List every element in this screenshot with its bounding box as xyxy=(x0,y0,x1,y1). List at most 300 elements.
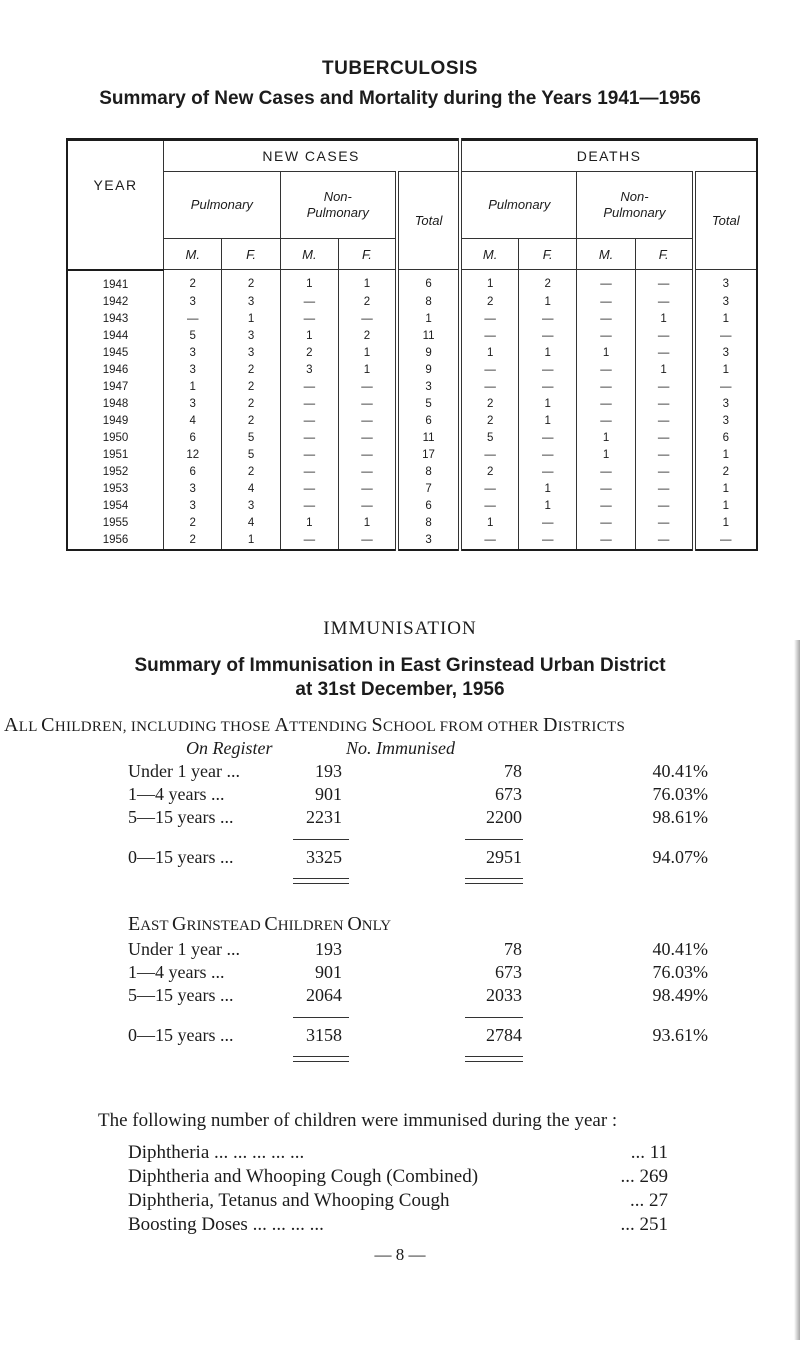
nc-pulm-m-cell: 3 xyxy=(164,498,222,515)
nc-nonpulm-m-cell: 1 xyxy=(280,515,338,532)
nc-nonpulm-m-cell: 1 xyxy=(280,270,338,294)
nc-pulm-m-header: M. xyxy=(164,239,222,270)
d-nonpulmonary-line1: Non- xyxy=(620,189,649,204)
row-percent: 76.03% xyxy=(652,784,708,804)
d-pulm-m-cell: — xyxy=(460,481,518,498)
tb-row xyxy=(67,413,757,430)
all-row-5to15 xyxy=(0,807,800,829)
d-nonpulm-f-cell: — xyxy=(635,498,693,515)
all-row-total xyxy=(0,847,800,869)
d-pulm-f-cell: 1 xyxy=(519,345,577,362)
d-pulmonary-header: Pulmonary xyxy=(460,172,577,239)
d-pulm-f-cell: — xyxy=(519,430,577,447)
nc-pulm-f-cell: 2 xyxy=(222,270,280,294)
nc-total-cell: 11 xyxy=(397,328,460,345)
nc-nonpulm-m-cell: — xyxy=(280,481,338,498)
nc-nonpulm-f-cell: 1 xyxy=(339,270,397,294)
d-pulm-m-cell: 2 xyxy=(460,413,518,430)
tb-row xyxy=(67,464,757,481)
nc-total-cell: 9 xyxy=(397,345,460,362)
row-label: 5—15 years ... xyxy=(128,985,234,1005)
nc-nonpulm-m-cell: — xyxy=(280,430,338,447)
ac-c-rest: HILDREN, INCLUDING THOSE xyxy=(54,719,275,735)
nc-total-cell: 17 xyxy=(397,447,460,464)
nc-nonpulm-f-cell: — xyxy=(339,379,397,396)
nc-nonpulm-f-cell: — xyxy=(339,464,397,481)
ac-at-cap: A xyxy=(274,714,290,736)
nc-nonpulm-m-cell: — xyxy=(280,413,338,430)
d-pulm-f-cell: — xyxy=(519,311,577,328)
nc-pulm-f-cell: 4 xyxy=(222,515,280,532)
item-count: ... 11 xyxy=(630,1142,668,1163)
nc-pulm-m-cell: 6 xyxy=(164,464,222,481)
nc-nonpulm-f-cell: 1 xyxy=(339,345,397,362)
year-cell: 1945 xyxy=(67,345,164,362)
nc-pulm-f-cell: 2 xyxy=(222,362,280,379)
row-percent: 98.61% xyxy=(652,807,708,827)
nc-nonpulm-f-cell: 1 xyxy=(339,362,397,379)
d-nonpulm-f-header: F. xyxy=(635,239,693,270)
nc-nonpulm-m-cell: — xyxy=(280,464,338,481)
d-nonpulm-m-cell: — xyxy=(577,362,635,379)
nc-total-cell: 7 xyxy=(397,481,460,498)
eg-c-rest: HILDREN xyxy=(277,918,348,934)
nc-pulm-m-cell: 3 xyxy=(164,345,222,362)
d-nonpulm-f-cell: — xyxy=(635,345,693,362)
immunisation-summary xyxy=(0,654,800,702)
page-title: TUBERCULOSIS xyxy=(322,58,478,79)
row-register: 3325 xyxy=(306,847,342,867)
eg-g-cap: G xyxy=(172,913,187,935)
item-count: ... 27 xyxy=(630,1190,668,1211)
ac-d-rest: ISTRICTS xyxy=(557,719,626,735)
nc-nonpulm-m-cell: — xyxy=(280,396,338,413)
tb-row xyxy=(67,345,757,362)
following-item-diphtheria xyxy=(0,1142,800,1166)
d-pulm-m-cell: — xyxy=(460,311,518,328)
d-nonpulm-f-cell: 1 xyxy=(635,362,693,379)
tuberculosis-table xyxy=(66,138,758,551)
nc-pulm-f-cell: 1 xyxy=(222,311,280,328)
tb-row xyxy=(67,481,757,498)
d-pulm-m-header: M. xyxy=(460,239,518,270)
d-pulm-m-cell: 5 xyxy=(460,430,518,447)
nc-pulm-f-cell: 3 xyxy=(222,328,280,345)
row-register: 193 xyxy=(315,939,342,959)
immunisation-heading: IMMUNISATION xyxy=(323,618,477,639)
nc-pulm-m-cell: 4 xyxy=(164,413,222,430)
d-nonpulm-m-cell: — xyxy=(577,532,635,550)
eg-immunised-subtotal-rule xyxy=(465,1017,523,1018)
new-cases-header: NEW CASES xyxy=(164,140,461,172)
d-nonpulm-m-cell: — xyxy=(577,294,635,311)
nc-total-cell: 3 xyxy=(397,532,460,550)
d-total-cell: 1 xyxy=(694,515,757,532)
nc-nonpulm-f-cell: — xyxy=(339,430,397,447)
d-nonpulm-m-cell: — xyxy=(577,311,635,328)
d-nonpulm-m-cell: — xyxy=(577,481,635,498)
d-pulm-m-cell: 2 xyxy=(460,294,518,311)
summary-line-1: Summary of Immunisation in East Grinstead Urban District xyxy=(134,655,666,676)
d-total-cell: 1 xyxy=(694,362,757,379)
d-nonpulm-m-cell: 1 xyxy=(577,345,635,362)
row-percent: 94.07% xyxy=(652,847,708,867)
d-pulm-m-cell: — xyxy=(460,532,518,550)
d-pulm-m-cell: — xyxy=(460,328,518,345)
nc-nonpulm-f-cell: 2 xyxy=(339,294,397,311)
d-pulm-f-cell: 2 xyxy=(519,270,577,294)
d-total-header: Total xyxy=(694,172,757,270)
nc-pulm-m-cell: 3 xyxy=(164,481,222,498)
nc-pulm-f-cell: 2 xyxy=(222,464,280,481)
d-nonpulm-m-cell: — xyxy=(577,270,635,294)
eg-o-cap: O xyxy=(347,913,362,935)
page-number: — 8 — xyxy=(374,1245,426,1264)
tb-row xyxy=(67,498,757,515)
tb-row xyxy=(67,328,757,345)
nc-total-header: Total xyxy=(397,172,460,270)
d-pulm-m-cell: 1 xyxy=(460,515,518,532)
d-pulm-m-cell: 2 xyxy=(460,464,518,481)
summary-line-2: at 31st December, 1956 xyxy=(295,679,505,700)
d-nonpulm-f-cell: — xyxy=(635,328,693,345)
tb-row xyxy=(67,311,757,328)
nc-pulm-m-cell: 2 xyxy=(164,515,222,532)
row-percent: 76.03% xyxy=(652,962,708,982)
nc-total-cell: 11 xyxy=(397,430,460,447)
d-pulm-m-cell: — xyxy=(460,447,518,464)
all-row-1to4 xyxy=(0,784,800,806)
nc-pulm-f-cell: 1 xyxy=(222,532,280,550)
d-pulm-m-cell: — xyxy=(460,362,518,379)
eg-e-rest: AST xyxy=(140,918,173,934)
register-subtotal-rule xyxy=(293,839,349,840)
d-nonpulm-f-cell: — xyxy=(635,379,693,396)
year-cell: 1946 xyxy=(67,362,164,379)
tb-row xyxy=(67,396,757,413)
d-total-cell: 3 xyxy=(694,270,757,294)
eg-c-cap: C xyxy=(264,913,278,935)
nc-nonpulm-f-cell: — xyxy=(339,311,397,328)
d-total-cell: 1 xyxy=(694,447,757,464)
d-total-cell: 1 xyxy=(694,498,757,515)
ac-c-cap: C xyxy=(41,714,55,736)
nc-pulm-m-cell: 3 xyxy=(164,294,222,311)
eg-row-total xyxy=(0,1025,800,1047)
nc-total-cell: 6 xyxy=(397,498,460,515)
nc-pulm-m-cell: 3 xyxy=(164,362,222,379)
row-label: 0—15 years ... xyxy=(128,1025,234,1045)
nc-pulm-f-cell: 3 xyxy=(222,345,280,362)
nc-nonpulm-f-cell: — xyxy=(339,447,397,464)
d-nonpulm-f-cell: — xyxy=(635,413,693,430)
nc-total-cell: 3 xyxy=(397,379,460,396)
d-total-cell: 1 xyxy=(694,481,757,498)
item-label: Diphtheria and Whooping Cough (Combined) xyxy=(128,1166,479,1187)
year-cell: 1947 xyxy=(67,379,164,396)
ac-a-cap: A xyxy=(4,714,19,736)
nc-pulm-m-cell: 6 xyxy=(164,430,222,447)
d-pulm-m-cell: 2 xyxy=(460,396,518,413)
row-register: 193 xyxy=(315,761,342,781)
row-percent: 40.41% xyxy=(652,761,708,781)
d-nonpulm-f-cell: — xyxy=(635,464,693,481)
row-label: 1—4 years ... xyxy=(128,962,225,982)
following-item-dip-whooping xyxy=(0,1166,800,1190)
nc-nonpulmonary-header xyxy=(280,172,397,239)
nc-total-cell: 1 xyxy=(397,311,460,328)
d-pulm-m-cell: 1 xyxy=(460,345,518,362)
d-nonpulm-f-cell: — xyxy=(635,294,693,311)
d-nonpulm-f-cell: — xyxy=(635,532,693,550)
row-immunised: 2951 xyxy=(486,847,522,867)
tb-row xyxy=(67,270,757,294)
d-total-cell: 6 xyxy=(694,430,757,447)
tuberculosis-table-body xyxy=(67,270,757,550)
eg-register-total-double-rule xyxy=(293,1056,349,1062)
d-nonpulm-m-cell: 1 xyxy=(577,447,635,464)
item-count: ... 251 xyxy=(620,1214,668,1235)
no-immunised-header: No. Immunised xyxy=(346,738,455,758)
d-pulm-m-cell: — xyxy=(460,379,518,396)
eg-children-only-heading xyxy=(128,913,391,936)
ac-d-cap: D xyxy=(542,714,558,736)
item-label: Diphtheria, Tetanus and Whooping Cough xyxy=(128,1190,450,1211)
d-nonpulm-f-cell: — xyxy=(635,270,693,294)
year-cell: 1944 xyxy=(67,328,164,345)
d-nonpulm-m-cell: — xyxy=(577,464,635,481)
ac-s-rest: CHOOL FROM OTHER xyxy=(382,719,543,735)
year-cell: 1941 xyxy=(67,270,164,294)
year-cell: 1952 xyxy=(67,464,164,481)
d-nonpulm-m-header: M. xyxy=(577,239,635,270)
nc-pulm-f-cell: 2 xyxy=(222,413,280,430)
year-cell: 1955 xyxy=(67,515,164,532)
d-pulm-f-cell: 1 xyxy=(519,498,577,515)
d-nonpulm-f-cell: — xyxy=(635,396,693,413)
d-pulm-f-header: F. xyxy=(519,239,577,270)
row-immunised: 78 xyxy=(504,939,522,959)
nc-pulm-f-header: F. xyxy=(222,239,280,270)
eg-register-subtotal-rule xyxy=(293,1017,349,1018)
nc-pulm-m-cell: 2 xyxy=(164,270,222,294)
d-total-cell: 2 xyxy=(694,464,757,481)
d-pulm-f-cell: 1 xyxy=(519,481,577,498)
d-pulm-f-cell: — xyxy=(519,362,577,379)
nc-total-cell: 9 xyxy=(397,362,460,379)
tb-row xyxy=(67,294,757,311)
tb-row xyxy=(67,362,757,379)
row-register: 3158 xyxy=(306,1025,342,1045)
d-nonpulmonary-header xyxy=(577,172,694,239)
following-item-boosting xyxy=(0,1214,800,1238)
d-pulm-f-cell: 1 xyxy=(519,396,577,413)
tb-row xyxy=(67,379,757,396)
immunised-subtotal-rule xyxy=(465,839,523,840)
d-nonpulm-f-cell: — xyxy=(635,430,693,447)
all-children-heading xyxy=(4,714,800,737)
nc-total-cell: 6 xyxy=(397,270,460,294)
nc-pulm-m-cell: — xyxy=(164,311,222,328)
row-register: 901 xyxy=(315,962,342,982)
nc-nonpulm-f-header: F. xyxy=(339,239,397,270)
d-pulm-f-cell: — xyxy=(519,379,577,396)
nc-pulm-m-cell: 5 xyxy=(164,328,222,345)
ac-a-rest: LL xyxy=(18,719,42,735)
nc-pulm-m-cell: 1 xyxy=(164,379,222,396)
immunised-total-double-rule xyxy=(465,878,523,884)
d-nonpulm-m-cell: — xyxy=(577,328,635,345)
nc-nonpulm-f-cell: — xyxy=(339,532,397,550)
ac-at-rest: TTENDING xyxy=(289,719,372,735)
row-immunised: 2200 xyxy=(486,807,522,827)
d-total-cell: — xyxy=(694,379,757,396)
row-register: 2231 xyxy=(306,807,342,827)
d-total-cell: 1 xyxy=(694,311,757,328)
nc-nonpulm-m-cell: — xyxy=(280,379,338,396)
nc-pulm-f-cell: 4 xyxy=(222,481,280,498)
nc-nonpulm-m-cell: — xyxy=(280,532,338,550)
nc-nonpulm-m-cell: — xyxy=(280,294,338,311)
year-cell: 1942 xyxy=(67,294,164,311)
d-pulm-f-cell: 1 xyxy=(519,413,577,430)
nc-nonpulm-f-cell: — xyxy=(339,481,397,498)
row-label: Under 1 year ... xyxy=(128,939,240,959)
nc-nonpulm-f-cell: — xyxy=(339,498,397,515)
d-pulm-f-cell: 1 xyxy=(519,294,577,311)
tb-row xyxy=(67,515,757,532)
nc-total-cell: 8 xyxy=(397,464,460,481)
d-nonpulm-m-cell: 1 xyxy=(577,430,635,447)
d-nonpulmonary-line2: Pulmonary xyxy=(603,205,666,220)
row-immunised: 2033 xyxy=(486,985,522,1005)
year-cell: 1951 xyxy=(67,447,164,464)
all-row-under1 xyxy=(0,761,800,783)
row-immunised: 673 xyxy=(495,962,522,982)
nc-nonpulm-m-cell: 2 xyxy=(280,345,338,362)
d-total-cell: 3 xyxy=(694,396,757,413)
nc-pulm-m-cell: 2 xyxy=(164,532,222,550)
year-cell: 1954 xyxy=(67,498,164,515)
nc-nonpulm-f-cell: — xyxy=(339,396,397,413)
year-cell: 1948 xyxy=(67,396,164,413)
d-nonpulm-m-cell: — xyxy=(577,498,635,515)
eg-immunised-total-double-rule xyxy=(465,1056,523,1062)
nc-pulm-m-cell: 12 xyxy=(164,447,222,464)
year-cell: 1953 xyxy=(67,481,164,498)
row-percent: 93.61% xyxy=(652,1025,708,1045)
nc-nonpulm-f-cell: — xyxy=(339,413,397,430)
d-pulm-f-cell: — xyxy=(519,464,577,481)
ac-s-cap: S xyxy=(371,714,383,736)
d-nonpulm-f-cell: — xyxy=(635,481,693,498)
eg-o-rest: NLY xyxy=(361,918,392,934)
item-label: Boosting Doses ... ... ... ... xyxy=(128,1214,324,1235)
row-register: 901 xyxy=(315,784,342,804)
d-pulm-f-cell: — xyxy=(519,515,577,532)
nc-nonpulm-m-cell: — xyxy=(280,498,338,515)
nc-pulm-m-cell: 3 xyxy=(164,396,222,413)
eg-row-under1 xyxy=(0,939,800,961)
nc-nonpulm-m-cell: — xyxy=(280,447,338,464)
following-intro: The following number of children were immunised during the year : xyxy=(98,1110,618,1131)
tb-row xyxy=(67,430,757,447)
year-cell: 1950 xyxy=(67,430,164,447)
d-total-cell: 3 xyxy=(694,413,757,430)
following-item-dip-tetanus-whooping xyxy=(0,1190,800,1214)
nc-pulm-f-cell: 5 xyxy=(222,447,280,464)
register-total-double-rule xyxy=(293,878,349,884)
d-total-cell: — xyxy=(694,532,757,550)
nc-nonpulmonary-line1: Non- xyxy=(323,189,352,204)
row-label: 0—15 years ... xyxy=(128,847,234,867)
nc-pulm-f-cell: 3 xyxy=(222,498,280,515)
nc-nonpulm-f-cell: 1 xyxy=(339,515,397,532)
d-nonpulm-f-cell: — xyxy=(635,447,693,464)
nc-total-cell: 8 xyxy=(397,294,460,311)
d-nonpulm-m-cell: — xyxy=(577,413,635,430)
year-cell: 1949 xyxy=(67,413,164,430)
nc-pulm-f-cell: 2 xyxy=(222,379,280,396)
nc-pulm-f-cell: 3 xyxy=(222,294,280,311)
deaths-header: DEATHS xyxy=(460,140,757,172)
d-total-cell: — xyxy=(694,328,757,345)
d-total-cell: 3 xyxy=(694,345,757,362)
row-label: 1—4 years ... xyxy=(128,784,225,804)
nc-pulm-f-cell: 2 xyxy=(222,396,280,413)
d-pulm-m-cell: — xyxy=(460,498,518,515)
row-immunised: 673 xyxy=(495,784,522,804)
tb-row xyxy=(67,447,757,464)
nc-nonpulm-m-cell: — xyxy=(280,311,338,328)
nc-nonpulmonary-line2: Pulmonary xyxy=(306,205,369,220)
d-nonpulm-m-cell: — xyxy=(577,515,635,532)
year-cell: 1943 xyxy=(67,311,164,328)
d-nonpulm-f-cell: — xyxy=(635,515,693,532)
nc-nonpulm-f-cell: 2 xyxy=(339,328,397,345)
row-immunised: 2784 xyxy=(486,1025,522,1045)
year-cell: 1956 xyxy=(67,532,164,550)
nc-pulmonary-header: Pulmonary xyxy=(164,172,281,239)
row-immunised: 78 xyxy=(504,761,522,781)
row-label: Under 1 year ... xyxy=(128,761,240,781)
eg-row-1to4 xyxy=(0,962,800,984)
tb-row xyxy=(67,532,757,550)
d-nonpulm-m-cell: — xyxy=(577,379,635,396)
nc-total-cell: 8 xyxy=(397,515,460,532)
nc-nonpulm-m-cell: 3 xyxy=(280,362,338,379)
d-pulm-f-cell: — xyxy=(519,532,577,550)
row-label: 5—15 years ... xyxy=(128,807,234,827)
eg-e-cap: E xyxy=(128,913,141,935)
d-nonpulm-f-cell: 1 xyxy=(635,311,693,328)
item-count: ... 269 xyxy=(620,1166,668,1187)
d-pulm-m-cell: 1 xyxy=(460,270,518,294)
d-pulm-f-cell: — xyxy=(519,328,577,345)
row-percent: 40.41% xyxy=(652,939,708,959)
nc-pulm-f-cell: 5 xyxy=(222,430,280,447)
row-percent: 98.49% xyxy=(652,985,708,1005)
nc-total-cell: 6 xyxy=(397,413,460,430)
eg-row-5to15 xyxy=(0,985,800,1007)
eg-g-rest: RINSTEAD xyxy=(186,918,265,934)
d-nonpulm-m-cell: — xyxy=(577,396,635,413)
nc-nonpulm-m-cell: 1 xyxy=(280,328,338,345)
on-register-header: On Register xyxy=(186,738,273,758)
nc-nonpulm-m-header: M. xyxy=(280,239,338,270)
tb-subtitle: Summary of New Cases and Mortality during the Years 1941—1956 xyxy=(99,88,701,109)
d-total-cell: 3 xyxy=(694,294,757,311)
